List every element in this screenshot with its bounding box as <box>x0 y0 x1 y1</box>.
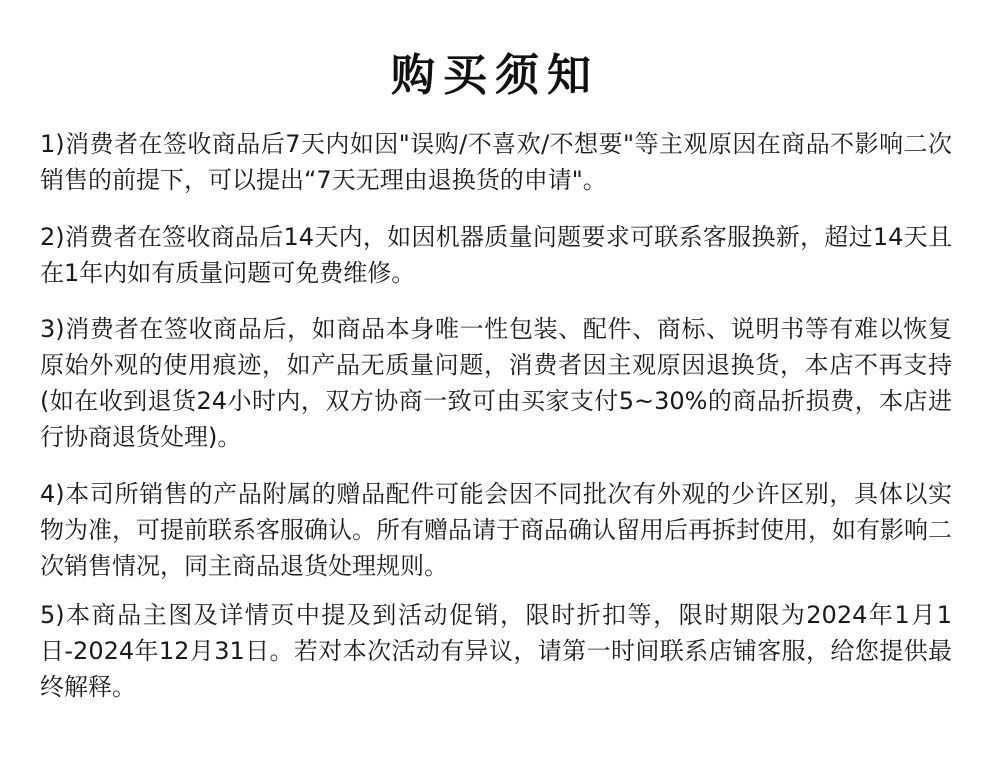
notice-item-3: 3)消费者在签收商品后，如商品本身唯一性包装、配件、商标、说明书等有难以恢复原始外观的使用痕迹，如产品无质量问题，消费者因主观原因退换货，本店不再支持(如在收到退货24小时内，双方协商一致可由买家支付5~30%的商品折损费，本店进行协商退货处理)。 <box>40 315 952 451</box>
page-title: 购买须知 <box>391 50 599 101</box>
notice-item-1: 1)消费者在签收商品后7天内如因"误购/不喜欢/不想要"等主观原因在商品不影响二次销售的前提下，可以提出“7天无理由退换货的申请"。 <box>40 130 952 194</box>
notice-item-4: 4)本司所销售的产品附属的赠品配件可能会因不同批次有外观的少许区别，具体以实物为准，可提前联系客服确认。所有赠品请于商品确认留用后再拆封使用，如有影响二次销售情况，同主商品退货处理规则。 <box>40 480 952 580</box>
notice-item-5: 5)本商品主图及详情页中提及到活动促销，限时折扣等，限时期限为2024年1月1日-2024年12月31日。若对本次活动有异议，请第一时间联系店铺客服，给您提供最终解释。 <box>40 601 952 701</box>
notice-item-2: 2)消费者在签收商品后14天内，如因机器质量问题要求可联系客服换新，超过14天且在1年内如有质量问题可免费维修。 <box>40 223 952 287</box>
